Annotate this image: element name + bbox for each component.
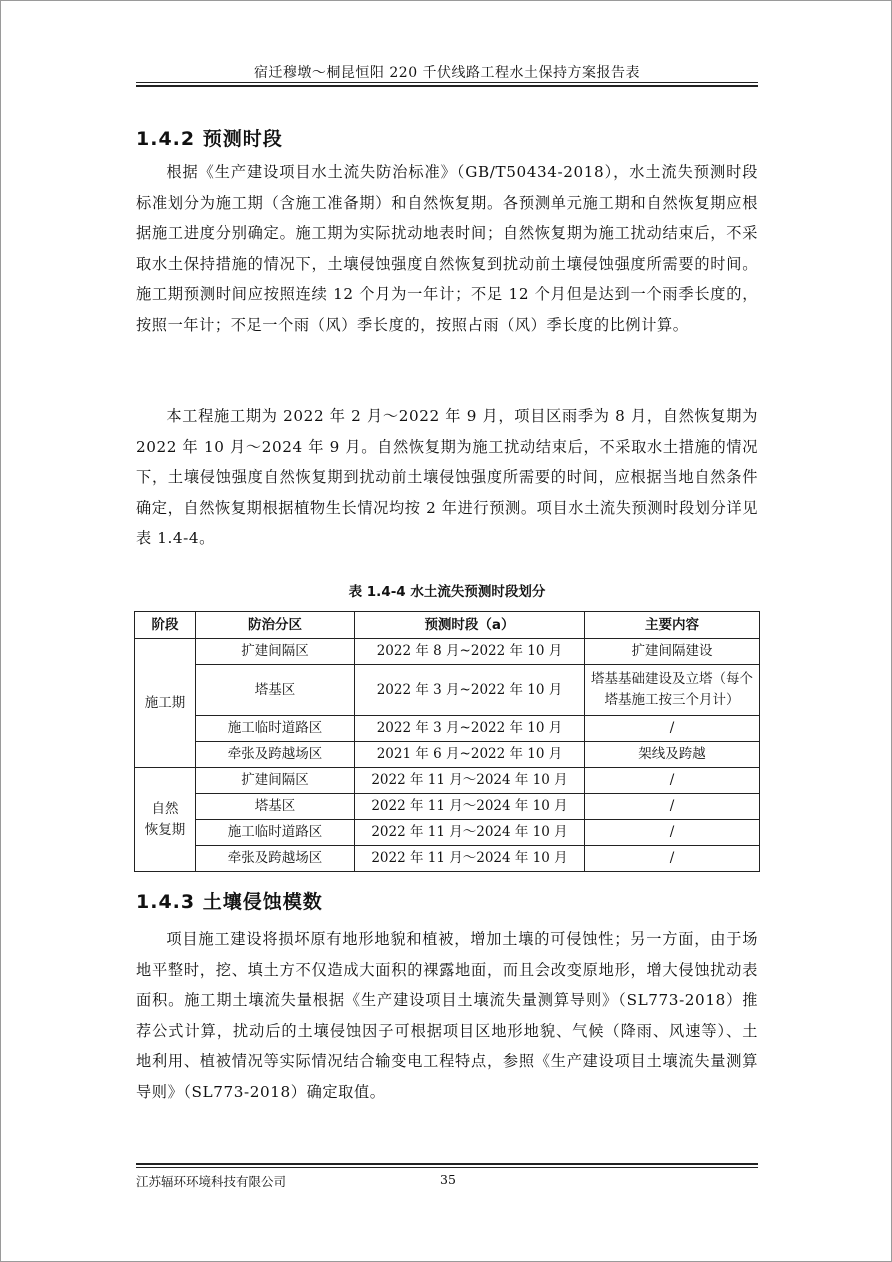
table-caption: 表 1.4-4 水土流失预测时段划分 <box>348 584 546 600</box>
period-cell: 2022 年 11 月～2024 年 10 月 <box>355 846 585 872</box>
col-header-period: 预测时段（a） <box>355 612 585 639</box>
prediction-period-table <box>134 611 760 872</box>
stage-label-line1: 自然 <box>151 800 179 817</box>
period-cell: 2022 年 11 月～2024 年 10 月 <box>355 794 585 820</box>
table-header-row <box>135 612 760 639</box>
page-header-title: 宿迁穆墩～桐昆恒阳 220 千伏线路工程水土保持方案报告表 <box>253 65 641 81</box>
content-cell: / <box>585 768 760 794</box>
zone-cell: 牵张及跨越场区 <box>196 742 355 768</box>
footer-rule-thin <box>136 1167 758 1168</box>
header-rule-thin <box>136 82 758 83</box>
footer-rule-thick <box>136 1163 758 1165</box>
table-row <box>135 768 760 794</box>
period-cell: 2022 年 3 月~2022 年 10 月 <box>355 716 585 742</box>
stage-cell-natural-recovery <box>135 768 196 872</box>
stage-cell-construction: 施工期 <box>135 639 196 768</box>
table-row <box>135 742 760 768</box>
table-row <box>135 716 760 742</box>
zone-cell: 塔基区 <box>196 665 355 716</box>
content-cell: / <box>585 820 760 846</box>
period-cell: 2022 年 11 月～2024 年 10 月 <box>355 820 585 846</box>
table-row <box>135 820 760 846</box>
col-header-content: 主要内容 <box>585 612 760 639</box>
content-cell: 扩建间隔建设 <box>585 639 760 665</box>
zone-cell: 施工临时道路区 <box>196 716 355 742</box>
content-cell: 架线及跨越 <box>585 742 760 768</box>
col-header-zone: 防治分区 <box>196 612 355 639</box>
stage-label-line2: 恢复期 <box>144 821 186 838</box>
content-cell: 塔基基础建设及立塔（每个塔基施工按三个月计） <box>585 665 760 716</box>
col-header-stage: 阶段 <box>135 612 196 639</box>
zone-cell: 扩建间隔区 <box>196 639 355 665</box>
content-cell: / <box>585 794 760 820</box>
content-cell: / <box>585 716 760 742</box>
table-row <box>135 846 760 872</box>
period-cell: 2022 年 8 月~2022 年 10 月 <box>355 639 585 665</box>
zone-cell: 牵张及跨越场区 <box>196 846 355 872</box>
zone-cell: 塔基区 <box>196 794 355 820</box>
content-cell: / <box>585 846 760 872</box>
period-cell: 2021 年 6 月~2022 年 10 月 <box>355 742 585 768</box>
section-heading-1-4-3: 1.4.3 土壤侵蚀模数 <box>136 891 323 913</box>
header-rule-thick <box>136 85 758 87</box>
zone-cell: 施工临时道路区 <box>196 820 355 846</box>
page-number: 35 <box>440 1172 456 1187</box>
table-row <box>135 794 760 820</box>
period-cell: 2022 年 3 月~2022 年 10 月 <box>355 665 585 716</box>
paragraph-soil-erosion-modulus: 项目施工建设将损坏原有地形地貌和植被，增加土壤的可侵蚀性；另一方面，由于场地平整时，挖、填土方不仅造成大面积的裸露地面，而且会改变原地形，增大侵蚀扰动表面积。施工期土壤流失量根据《生产建设项目土壤流失量测算导则》（SL773-2018）推荐公式计算，扰动后的土壤侵蚀因子可根据项目区地形地貌、气候（降雨、风速等）、土地利用、植被情况等实际情况结合输变电工程特点，参照《生产建设项目土壤流失量测算导则》（SL773-2018）确定取值。 <box>136 930 758 1101</box>
section-heading-1-4-2: 1.4.2 预测时段 <box>136 128 283 150</box>
footer-company-name: 江苏辐环环境科技有限公司 <box>136 1174 287 1189</box>
paragraph-project-prediction-period: 本工程施工期为 2022 年 2 月～2022 年 9 月，项目区雨季为 8 月，自然恢复期为 2022 年 10 月～2024 年 9 月。自然恢复期为施工扰动结束后，不采取水土措施的情况下，土壤侵蚀强度自然恢复期到扰动前土壤侵蚀强度所需要的时间，应根据当地自然条件确定，自然恢复期根据植物生长情况均按 2 年进行预测。项目水土流失预测时段划分详见表 1.4-4。 <box>136 407 758 547</box>
table-row <box>135 639 760 665</box>
paragraph-prediction-period-standard: 根据《生产建设项目水土流失防治标准》（GB/T50434-2018），水土流失预测时段标准划分为施工期（含施工准备期）和自然恢复期。各预测单元施工期和自然恢复期应根据施工进度分别确定。施工期为实际扰动地表时间；自然恢复期为施工扰动结束后，不采取水土保持措施的情况下，土壤侵蚀强度自然恢复到扰动前土壤侵蚀强度所需要的时间。施工期预测时间应按照连续 12 个月为一年计；不足 12 个月但是达到一个雨季长度的，按照一年计；不足一个雨（风）季长度的，按照占雨（风）季长度的比例计算。 <box>136 163 758 334</box>
table-row <box>135 665 760 716</box>
period-cell: 2022 年 11 月～2024 年 10 月 <box>355 768 585 794</box>
zone-cell: 扩建间隔区 <box>196 768 355 794</box>
